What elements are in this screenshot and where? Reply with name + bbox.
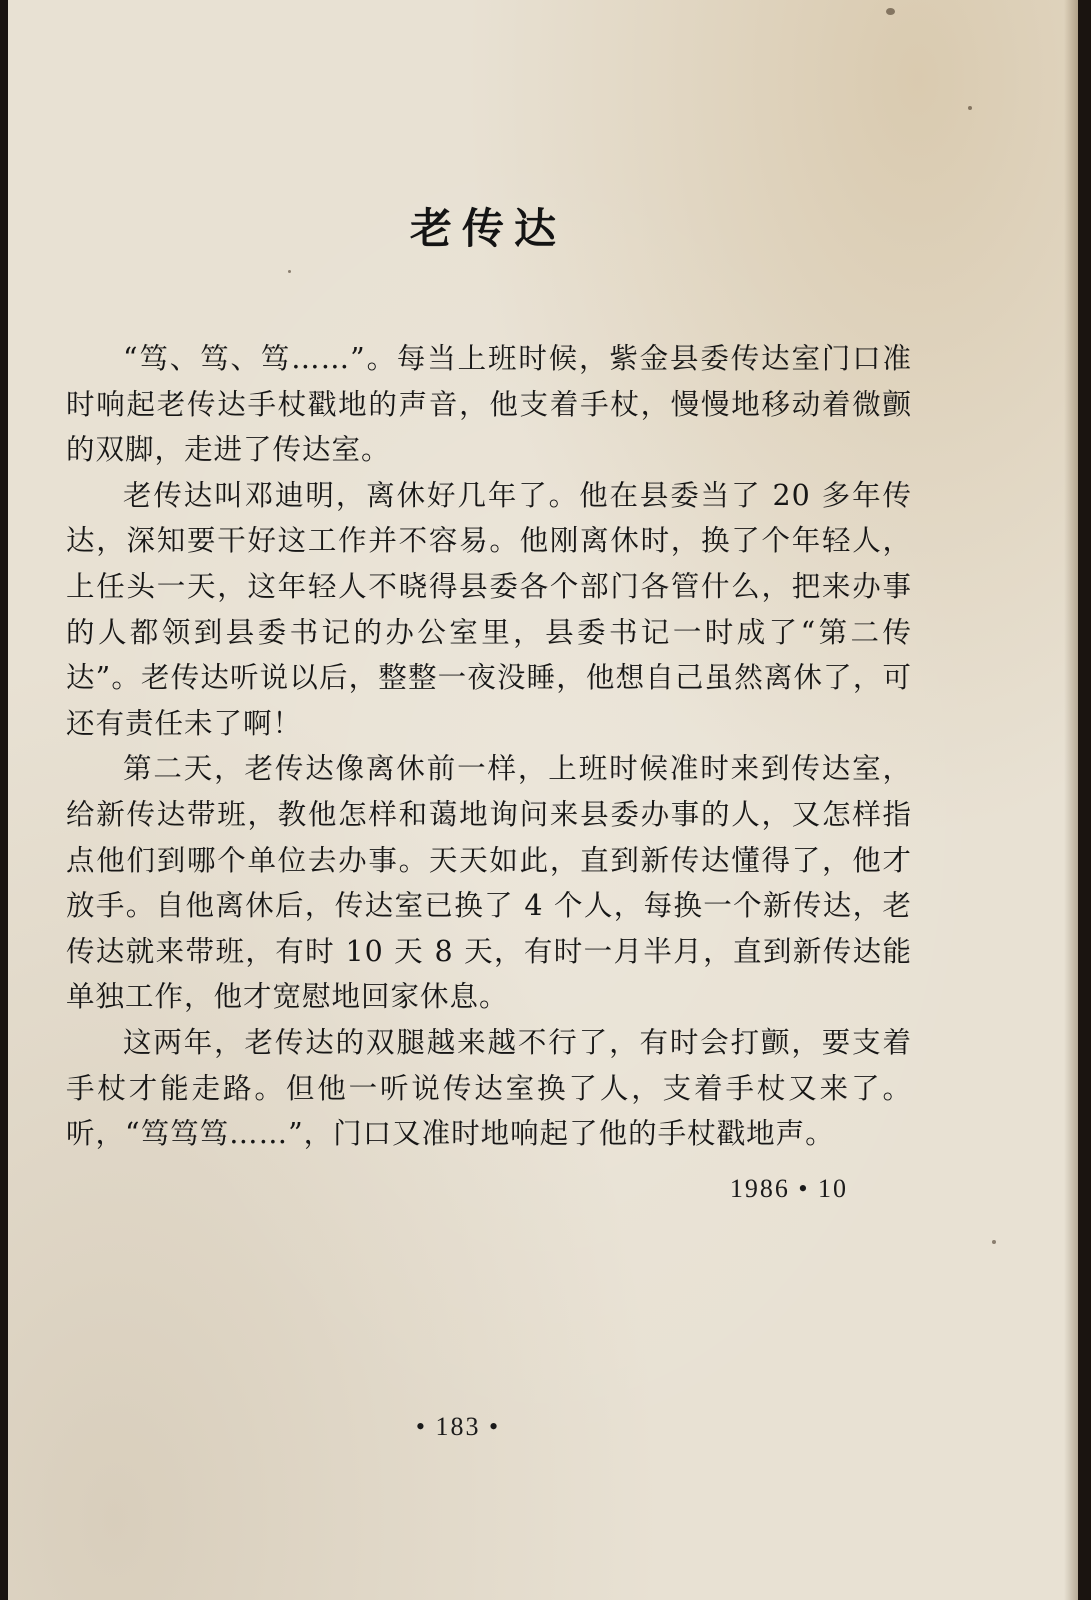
page-edge-shadow (1064, 0, 1078, 1600)
paragraph: 老传达叫邓迪明，离休好几年了。他在县委当了 20 多年传达，深知要干好这工作并不容易。他刚离休时，换了个年轻人，上任头一天，这年轻人不晓得县委各个部门各管什么，把来办事的人都领到县委书记的办公室里，县委书记一时成了“第二传达”。老传达听说以后，整整一夜没睡，他想自己虽然离休了，可还有责任未了啊！ (66, 478, 912, 740)
paragraph: 这两年，老传达的双腿越来越不行了，有时会打颤，要支着手杖才能走路。但他一听说传达室换了人，支着手杖又来了。听，“笃笃笃……”，门口又准时地响起了他的手杖戳地声。 (66, 1025, 912, 1151)
paper-speck (288, 270, 291, 273)
page-number: • 183 • (415, 1412, 501, 1441)
paragraph: “笃、笃、笃……”。每当上班时候，紫金县委传达室门口准时响起老传达手杖戳地的声音，他支着手杖，慢慢地移动着微颤的双脚，走进了传达室。 (66, 342, 912, 467)
paragraph: 第二天，老传达像离休前一样，上班时候准时来到传达室，给新传达带班，教他怎样和蔼地询问来县委办事的人，又怎样指点他们到哪个单位去办事。天天如此，直到新传达懂得了，他才放手。自他离休后，传达室已换了 4 个人，每换一个新传达，老传达就来带班，有时 10 天 8 天，有时一月半月，直到新传达能单独工作，他才宽慰地回家休息。 (66, 752, 912, 1014)
book-page (8, 0, 1078, 1600)
page-title: 老传达 (409, 204, 566, 253)
paper-speck (992, 1240, 996, 1244)
paper-speck (968, 106, 972, 110)
paper-speck (886, 8, 895, 15)
article-body (66, 336, 912, 1157)
date-line: 1986 • 10 (729, 1174, 848, 1203)
